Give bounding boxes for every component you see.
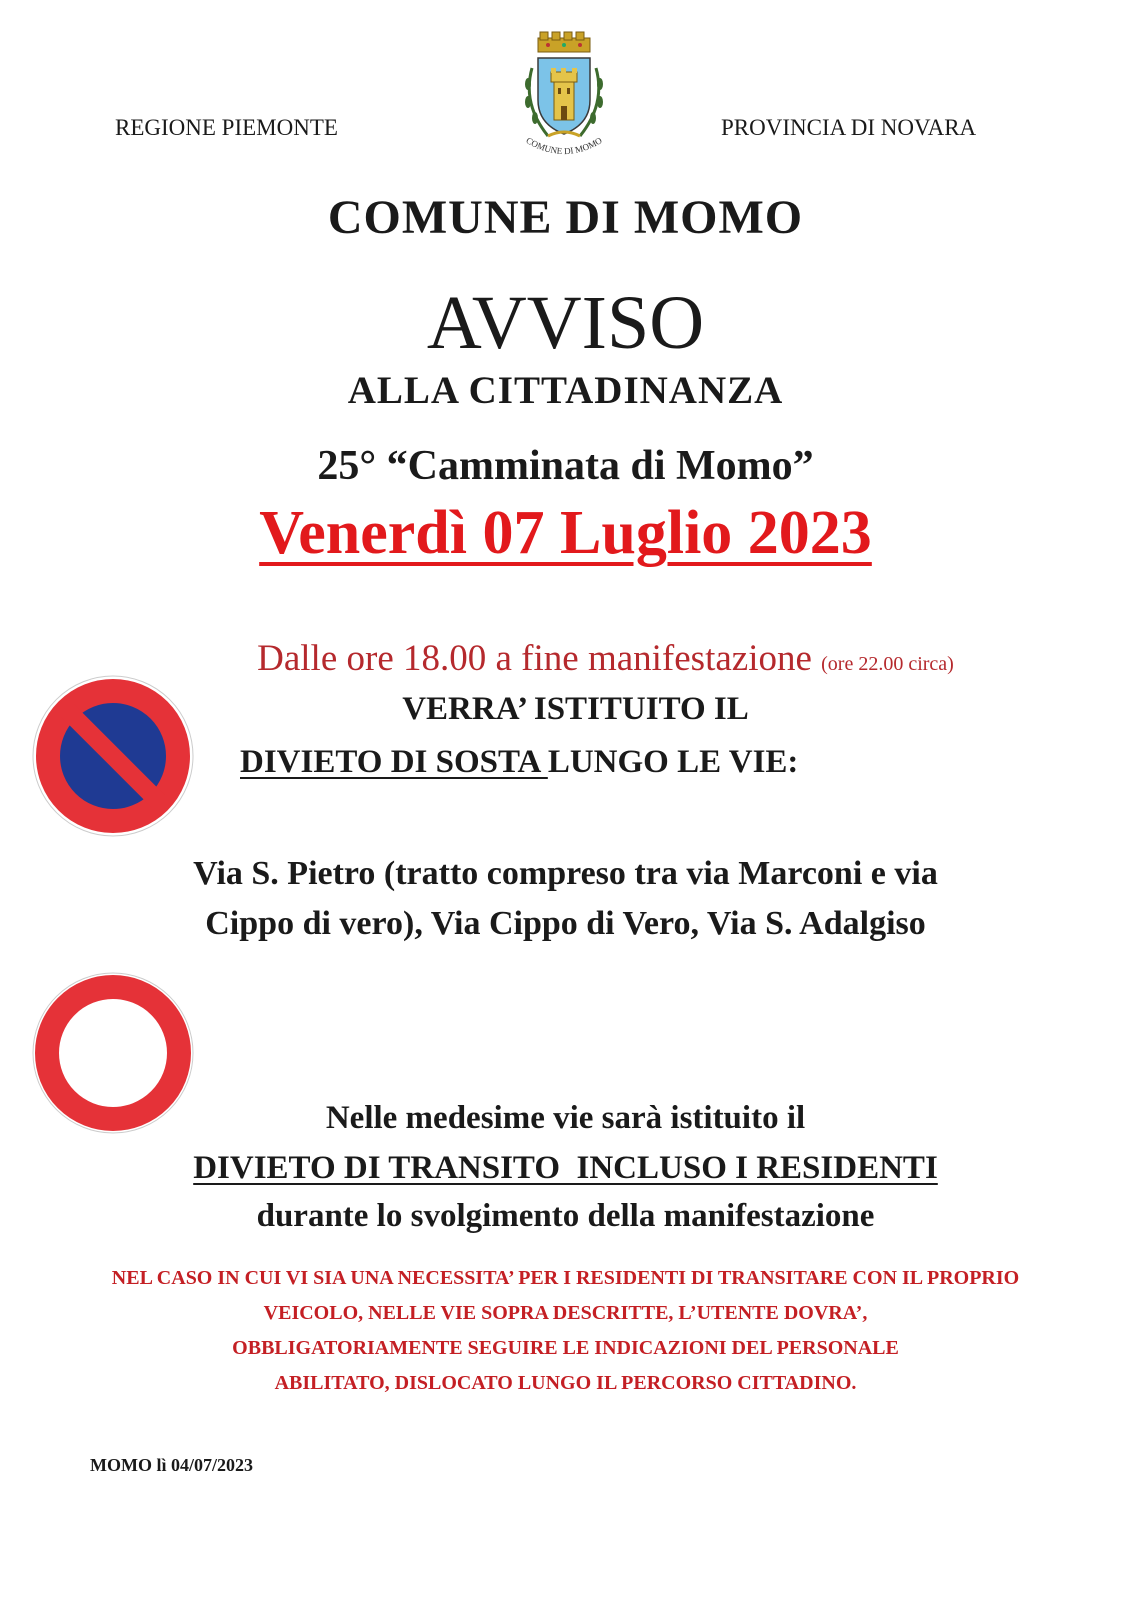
- sosta-rest: LUNGO LE VIE:: [547, 744, 799, 780]
- svg-text:COMUNE DI MOMO: [524, 135, 604, 156]
- transito-heading: [0, 1150, 1131, 1187]
- sosta-underlined: DIVIETO DI SOSTA: [240, 744, 548, 780]
- warning-line-2: VEICOLO, NELLE VIE SOPRA DESCRITTE, L’UTENTE DOVRA’,: [263, 1302, 868, 1324]
- time-window: [40, 637, 1131, 680]
- signature-date: MOMO lì 04/07/2023: [90, 1455, 253, 1475]
- province-label: PROVINCIA DI NOVARA: [721, 115, 977, 140]
- municipal-crest-icon: [508, 28, 620, 168]
- cittadinanza-subtitle: ALLA CITTADINANZA: [347, 369, 784, 412]
- crest-caption: COMUNE DI MOMO: [524, 135, 604, 157]
- event-date: [0, 498, 1131, 569]
- avviso-heading: AVVISO: [426, 281, 705, 365]
- region-label: REGIONE PIEMONTE: [115, 115, 338, 140]
- warning-line-3: OBBLIGATORIAMENTE SEGUIRE LE INDICAZIONI DEL PERSONALE: [232, 1337, 899, 1359]
- time-window-main: Dalle ore 18.00 a fine manifestazione: [257, 638, 812, 679]
- event-date-text: Venerdì 07 Luglio 2023: [259, 499, 872, 567]
- transito-underlined: DIVIETO DI TRANSITO INCLUSO I RESIDENTI: [193, 1150, 938, 1186]
- warning-line-4: ABILITATO, DISLOCATO LUNGO IL PERCORSO CITTADINO.: [274, 1372, 857, 1394]
- streets-line-1: Via S. Pietro (tratto compreso tra via Marconi e via: [193, 855, 938, 892]
- sosta-intro: VERRA’ ISTITUITO IL: [402, 691, 749, 727]
- comune-title: COMUNE DI MOMO: [327, 191, 804, 244]
- sosta-heading: [240, 744, 798, 781]
- event-name: 25° “Camminata di Momo”: [317, 443, 814, 489]
- warning-line-1: NEL CASO IN CUI VI SIA UNA NECESSITA’ PER I RESIDENTI DI TRANSITARE CON IL PROPRIO: [111, 1267, 1020, 1289]
- transito-duration: durante lo svolgimento della manifestazione: [256, 1198, 875, 1234]
- time-window-note: (ore 22.00 circa): [821, 653, 954, 675]
- transito-intro: Nelle medesime vie sarà istituito il: [325, 1100, 806, 1136]
- streets-line-2: Cippo di vero), Via Cippo di Vero, Via S. Adalgiso: [205, 905, 926, 942]
